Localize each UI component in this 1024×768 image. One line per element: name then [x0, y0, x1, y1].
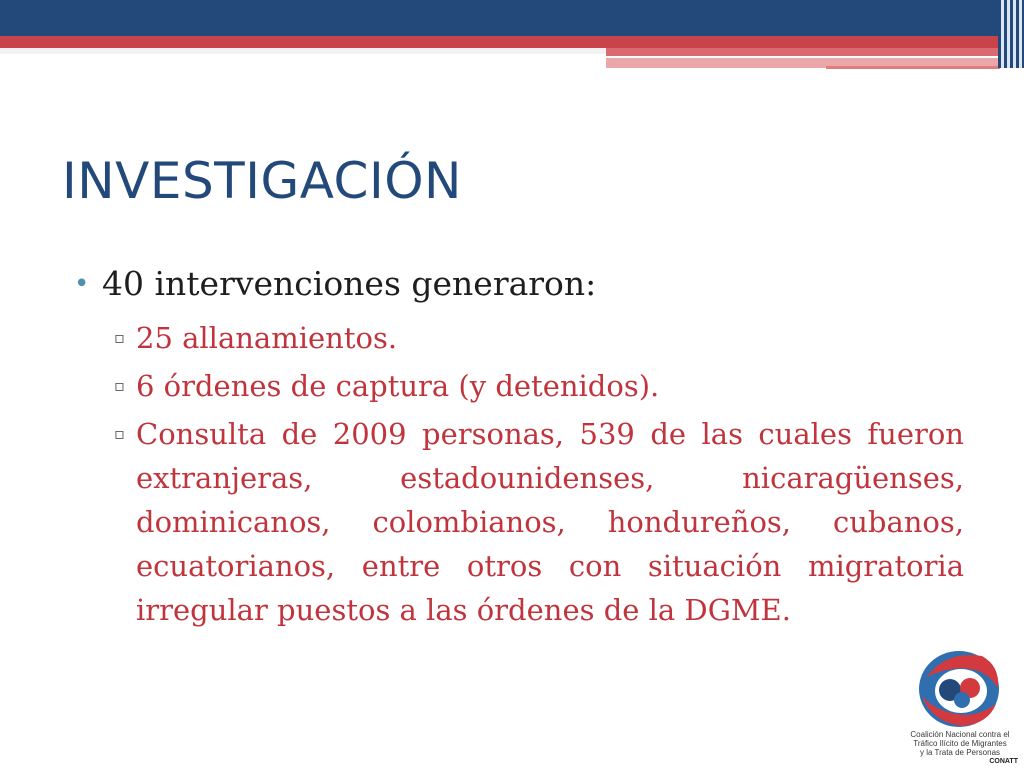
logo-acronym: CONATT — [989, 758, 1018, 765]
bullet-marker: • — [74, 269, 90, 299]
sub-bullet-text: Consulta de 2009 personas, 539 de las cuales fueron extranjeras, estadounidenses, nicaragüenses, dominicanos, colombianos, hondureños, cubanos, ecuatorianos, entre otros con situación migratoria irregular puestos a las órdenes de la DGME. — [136, 417, 964, 627]
header-light-bar — [0, 48, 606, 54]
header-pink-line — [826, 66, 1000, 69]
bullet-item — [74, 262, 964, 306]
slide-content — [74, 262, 964, 636]
sub-bullet-item — [114, 364, 964, 408]
sub-bullet-text: 6 órdenes de captura (y detenidos). — [136, 369, 660, 403]
logo-name: Coalición Nacional contra el Tráfico Ilícito de Migrantes y la Trata de Personas — [910, 730, 1010, 757]
sub-bullet-text: 25 allanamientos. — [136, 321, 398, 355]
sub-bullet-item — [114, 412, 964, 632]
header-blue-bar — [0, 0, 1000, 36]
sub-bullet-marker: ▫ — [114, 424, 125, 443]
sub-bullet-marker: ▫ — [114, 376, 125, 395]
sub-bullet-list — [74, 316, 964, 632]
header-red-accent — [606, 48, 1000, 56]
sub-bullet-marker: ▫ — [114, 328, 125, 347]
conatt-logo — [902, 648, 1018, 766]
slide-title: INVESTIGACIÓN — [62, 152, 462, 210]
sub-bullet-item — [114, 316, 964, 360]
conatt-logo-icon — [916, 648, 1002, 730]
header-stripes — [998, 0, 1024, 68]
header-red-bar — [0, 36, 1000, 48]
bullet-text: 40 intervenciones generaron: — [102, 264, 597, 303]
